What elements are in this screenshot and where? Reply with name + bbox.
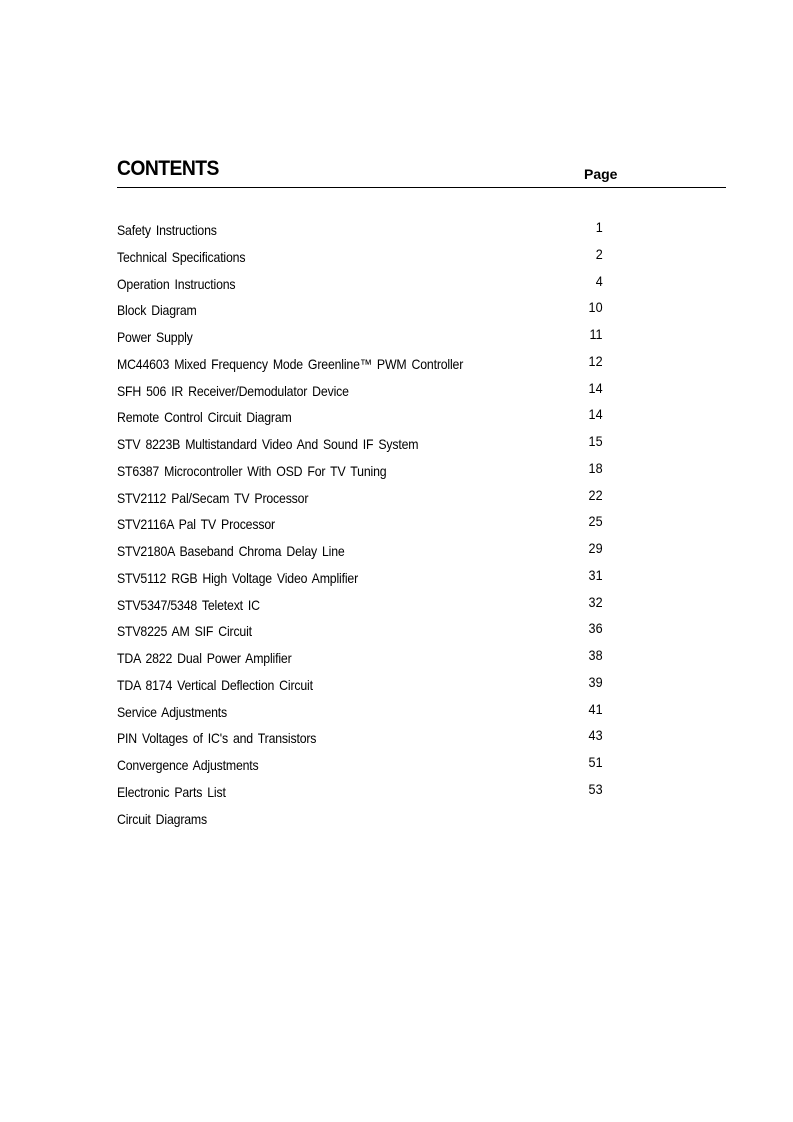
toc-entry [117,754,607,784]
toc-entry-title: Circuit Diagrams [117,810,207,827]
toc-entry-page: 36 [588,620,603,637]
toc-entry-title: Power Supply [117,329,193,345]
toc-entry-page: 29 [588,540,603,556]
toc-entry [117,299,607,329]
toc-entry-title: TDA 2822 Dual Power Amplifier [117,650,292,666]
toc-entry-title: PIN Voltages of IC's and Transistors [117,730,317,747]
toc-entry-title: TDA 8174 Vertical Deflection Circuit [117,676,313,693]
toc-entry-page: 12 [588,352,603,369]
toc-entry [117,513,607,543]
toc-entry [117,811,607,838]
toc-entry [117,245,607,276]
toc-entry [117,352,607,383]
toc-entry-title: Electronic Parts List [117,783,226,800]
toc-entry-page: 18 [588,459,603,476]
page-column-label: Page [584,166,618,182]
toc-entry-page: 25 [588,513,603,530]
toc-entry [117,727,607,757]
toc-entry-title: Operation Instructions [117,275,236,292]
toc-entry [117,486,607,517]
toc-entry [117,673,607,704]
toc-entry-page: 53 [588,780,603,797]
toc-entry [117,406,607,436]
toc-entry-page: 11 [589,326,603,342]
page-title: CONTENTS [117,157,219,180]
toc-entry [117,700,607,731]
toc-entry-page: 32 [588,593,603,610]
header-divider [117,187,726,188]
toc-entry-title: Technical Specifications [117,248,246,265]
toc-entry-page: 15 [588,433,603,449]
toc-entry-page: 43 [588,727,603,744]
toc-entry-title: Convergence Adjustments [117,757,259,773]
toc-entry [117,272,607,303]
toc-entry-title: Service Adjustments [117,703,228,720]
toc-entry [117,433,607,463]
toc-entry-page: 14 [588,379,603,396]
toc-entry-page: 39 [588,673,603,690]
toc-entry [117,566,607,597]
toc-entry-title: STV5347/5348 Teletext IC [117,596,260,613]
toc-entry-title: Block Diagram [117,302,197,319]
toc-entry-title: ST6387 Microcontroller With OSD For TV Tuning [117,462,387,479]
toc-entry-title: STV8225 AM SIF Circuit [117,623,252,640]
toc-entry-page: 1 [595,219,603,235]
toc-entry [117,326,607,356]
toc-entry-title: SFH 506 IR Receiver/Demodulator Device [117,382,349,399]
toc-entry [117,219,607,249]
toc-entry-page: 14 [588,406,603,423]
toc-entry-title: STV2112 Pal/Secam TV Processor [117,489,309,506]
toc-entry-title: MC44603 Mixed Frequency Mode Greenline™ PWM Controller [117,355,464,372]
toc-entry [117,647,607,677]
toc-entry-title: Remote Control Circuit Diagram [117,409,292,426]
toc-entry [117,379,607,410]
toc-entry-title: STV2180A Baseband Chroma Delay Line [117,543,345,559]
toc-entry [117,620,607,650]
toc-entry-page: 2 [595,245,603,262]
toc-entry [117,593,607,624]
toc-entry-page: 41 [588,700,603,717]
toc-entry-title: STV2116A Pal TV Processor [117,516,275,533]
table-of-contents [117,219,607,837]
toc-entry-page: 4 [595,272,603,289]
toc-entry-page: 38 [588,647,603,663]
toc-entry-page: 31 [588,566,603,583]
toc-entry-page: 51 [588,754,603,770]
toc-entry-page: 10 [588,299,603,316]
toc-entry [117,459,607,490]
toc-entry-title: Safety Instructions [117,222,217,238]
toc-entry-title: STV 8223B Multistandard Video And Sound IF System [117,436,419,452]
toc-entry [117,780,607,811]
contents-header [117,157,726,189]
toc-entry-title: STV5112 RGB High Voltage Video Amplifier [117,569,358,586]
toc-entry-page: 22 [588,486,603,503]
toc-entry [117,540,607,570]
